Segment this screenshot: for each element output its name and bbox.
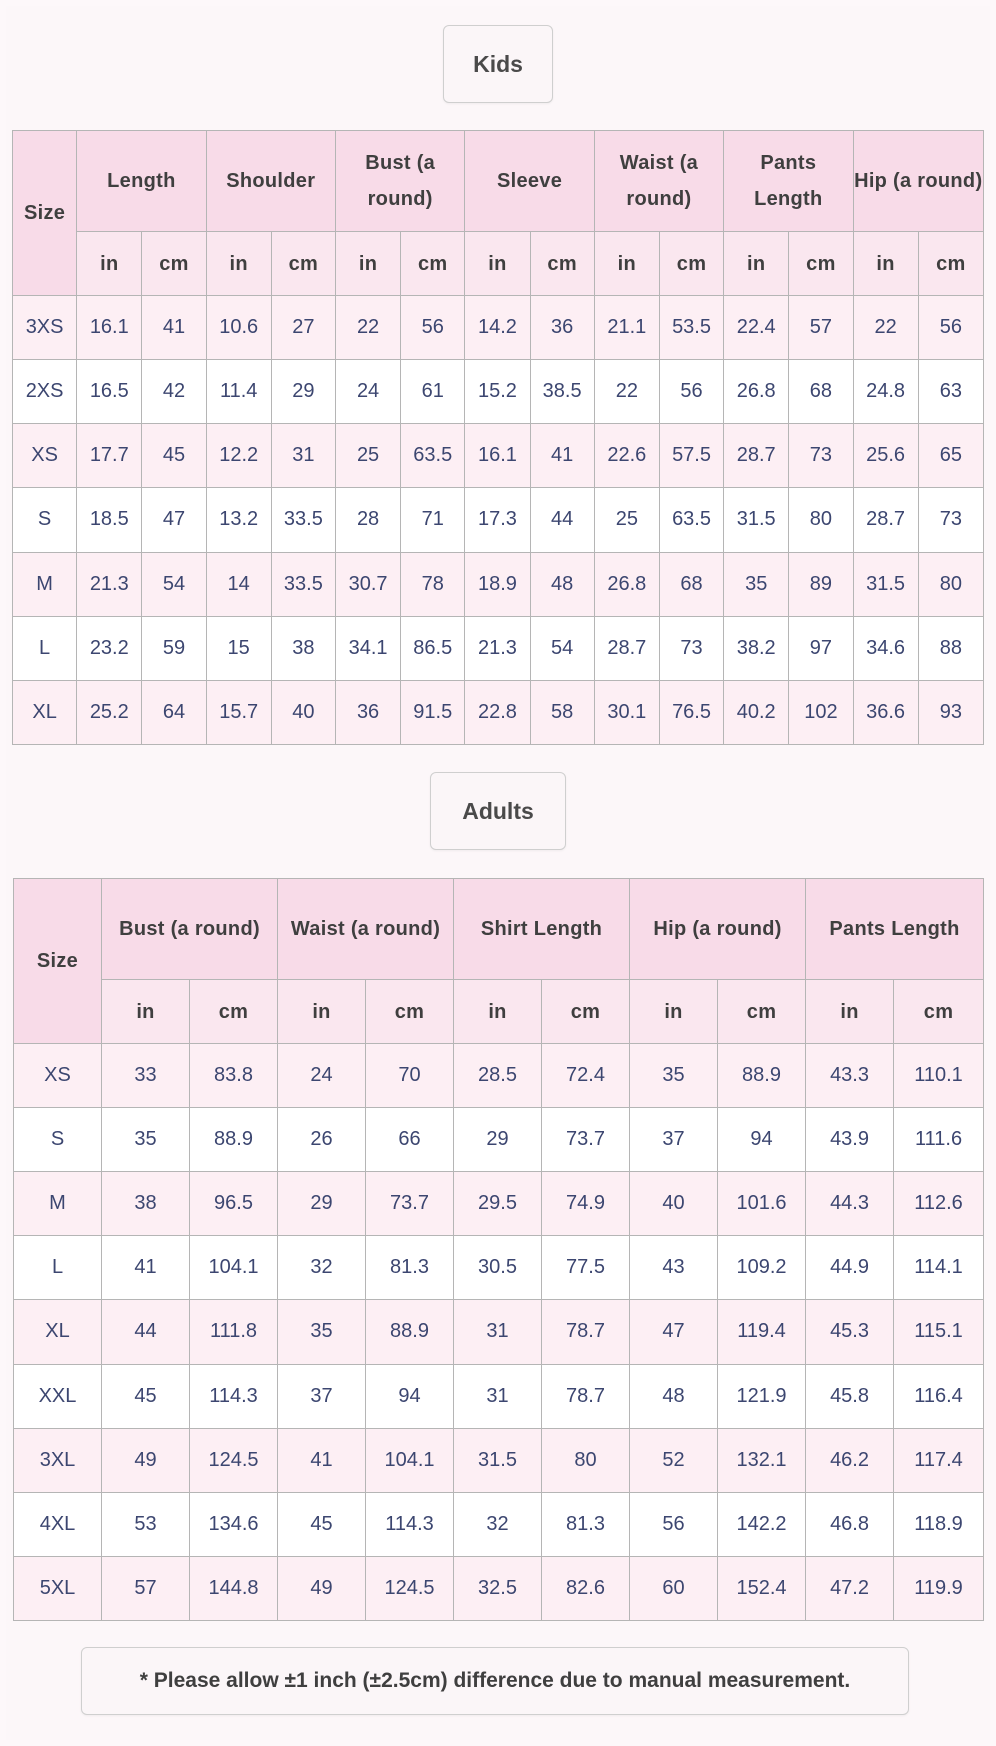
kids-title-text: Kids <box>473 50 523 77</box>
table-row <box>14 1108 984 1172</box>
size-cell: XXL <box>14 1364 102 1428</box>
measurement-cell: 78.7 <box>542 1300 630 1364</box>
size-cell: XL <box>13 680 77 744</box>
table-row <box>14 1300 984 1364</box>
measurement-cell: 68 <box>659 552 723 616</box>
measurement-cell: 111.8 <box>190 1300 278 1364</box>
measurement-cell: 36 <box>530 296 594 360</box>
unit-header: in <box>806 980 894 1044</box>
adults-title <box>430 772 566 850</box>
measurement-cell: 124.5 <box>366 1556 454 1620</box>
measurement-cell: 119.4 <box>718 1300 806 1364</box>
measurement-cell: 71 <box>401 488 465 552</box>
measurement-cell: 40 <box>271 680 335 744</box>
measurement-cell: 25 <box>335 424 400 488</box>
unit-header: cm <box>401 232 465 296</box>
unit-header: in <box>853 232 918 296</box>
measurement-cell: 18.5 <box>77 488 142 552</box>
size-cell: L <box>13 616 77 680</box>
unit-header: cm <box>542 980 630 1044</box>
measurement-cell: 43 <box>630 1236 718 1300</box>
measurement-cell: 57.5 <box>659 424 723 488</box>
measurement-cell: 28.7 <box>724 424 789 488</box>
measurement-cell: 29.5 <box>454 1172 542 1236</box>
unit-header: cm <box>190 980 278 1044</box>
measurement-cell: 116.4 <box>894 1364 984 1428</box>
measurement-cell: 32 <box>278 1236 366 1300</box>
measurement-cell: 22.6 <box>594 424 659 488</box>
measurement-cell: 73.7 <box>366 1172 454 1236</box>
column-header: Length <box>77 131 206 232</box>
measurement-cell: 152.4 <box>718 1556 806 1620</box>
column-header: Waist (a round) <box>594 131 723 232</box>
measurement-cell: 45.8 <box>806 1364 894 1428</box>
table-row <box>14 1044 984 1108</box>
size-cell: 3XS <box>13 296 77 360</box>
measurement-cell: 31 <box>271 424 335 488</box>
size-cell: 2XS <box>13 360 77 424</box>
size-cell: 5XL <box>14 1556 102 1620</box>
measurement-cell: 60 <box>630 1556 718 1620</box>
measurement-cell: 83.8 <box>190 1044 278 1108</box>
size-cell: M <box>13 552 77 616</box>
measurement-cell: 21.3 <box>77 552 142 616</box>
measurement-cell: 89 <box>789 552 853 616</box>
measurement-cell: 78 <box>401 552 465 616</box>
measurement-cell: 15.2 <box>465 360 530 424</box>
measurement-cell: 17.3 <box>465 488 530 552</box>
unit-header: in <box>102 980 190 1044</box>
unit-header: cm <box>789 232 853 296</box>
table-row <box>14 1428 984 1492</box>
measurement-cell: 25.6 <box>853 424 918 488</box>
measurement-cell: 91.5 <box>401 680 465 744</box>
measurement-cell: 28 <box>335 488 400 552</box>
measurement-cell: 57 <box>789 296 853 360</box>
measurement-cell: 88 <box>918 616 983 680</box>
measurement-cell: 30.1 <box>594 680 659 744</box>
measurement-cell: 38 <box>102 1172 190 1236</box>
table-row <box>13 552 984 616</box>
measurement-cell: 88.9 <box>718 1044 806 1108</box>
measurement-cell: 33.5 <box>271 552 335 616</box>
measurement-cell: 29 <box>454 1108 542 1172</box>
table-row <box>13 360 984 424</box>
measurement-cell: 44.3 <box>806 1172 894 1236</box>
measurement-cell: 44 <box>530 488 594 552</box>
table-row <box>14 1492 984 1556</box>
measurement-cell: 31.5 <box>724 488 789 552</box>
measurement-cell: 14 <box>206 552 271 616</box>
measurement-cell: 23.2 <box>77 616 142 680</box>
column-header: Shirt Length <box>454 879 630 980</box>
measurement-cell: 41 <box>142 296 206 360</box>
unit-header: cm <box>918 232 983 296</box>
measurement-cell: 28.7 <box>853 488 918 552</box>
column-header: Pants Length <box>806 879 984 980</box>
measurement-cell: 56 <box>659 360 723 424</box>
measurement-cell: 88.9 <box>366 1300 454 1364</box>
measurement-cell: 34.6 <box>853 616 918 680</box>
unit-header: cm <box>530 232 594 296</box>
measurement-cell: 124.5 <box>190 1428 278 1492</box>
measurement-cell: 31 <box>454 1364 542 1428</box>
measurement-cell: 94 <box>718 1108 806 1172</box>
measurement-cell: 18.9 <box>465 552 530 616</box>
measurement-cell: 94 <box>366 1364 454 1428</box>
measurement-cell: 10.6 <box>206 296 271 360</box>
measurement-cell: 31.5 <box>853 552 918 616</box>
measurement-cell: 54 <box>142 552 206 616</box>
unit-header: in <box>454 980 542 1044</box>
measurement-cell: 73.7 <box>542 1108 630 1172</box>
measurement-cell: 13.2 <box>206 488 271 552</box>
measurement-cell: 81.3 <box>366 1236 454 1300</box>
measurement-cell: 37 <box>278 1364 366 1428</box>
measurement-cell: 121.9 <box>718 1364 806 1428</box>
unit-header: in <box>594 232 659 296</box>
measurement-cell: 53.5 <box>659 296 723 360</box>
measurement-cell: 25.2 <box>77 680 142 744</box>
size-cell: L <box>14 1236 102 1300</box>
measurement-cell: 49 <box>102 1428 190 1492</box>
measurement-cell: 86.5 <box>401 616 465 680</box>
table-row <box>14 1364 984 1428</box>
column-header: Bust (a round) <box>335 131 464 232</box>
measurement-cell: 104.1 <box>190 1236 278 1300</box>
table-row <box>14 1172 984 1236</box>
measurement-cell: 29 <box>278 1172 366 1236</box>
measurement-cell: 63.5 <box>659 488 723 552</box>
measurement-cell: 118.9 <box>894 1492 984 1556</box>
measurement-cell: 35 <box>278 1300 366 1364</box>
measurement-cell: 16.1 <box>77 296 142 360</box>
size-cell: M <box>14 1172 102 1236</box>
measurement-cell: 31.5 <box>454 1428 542 1492</box>
table-row <box>13 616 984 680</box>
measurement-cell: 111.6 <box>894 1108 984 1172</box>
measurement-cell: 35 <box>630 1044 718 1108</box>
size-cell: 4XL <box>14 1492 102 1556</box>
column-header: Bust (a round) <box>102 879 278 980</box>
kids-size-table <box>12 130 984 745</box>
measurement-cell: 93 <box>918 680 983 744</box>
measurement-cell: 16.1 <box>465 424 530 488</box>
measurement-cell: 30.7 <box>335 552 400 616</box>
measurement-cell: 54 <box>530 616 594 680</box>
measurement-cell: 64 <box>142 680 206 744</box>
size-cell: XS <box>13 424 77 488</box>
size-header: Size <box>14 879 102 1044</box>
column-header: Waist (a round) <box>278 879 454 980</box>
measurement-cell: 56 <box>630 1492 718 1556</box>
size-cell: XL <box>14 1300 102 1364</box>
measurement-cell: 35 <box>724 552 789 616</box>
measurement-cell: 114.1 <box>894 1236 984 1300</box>
measurement-cell: 119.9 <box>894 1556 984 1620</box>
measurement-cell: 57 <box>102 1556 190 1620</box>
measurement-cell: 24 <box>335 360 400 424</box>
measurement-cell: 45 <box>142 424 206 488</box>
measurement-cell: 47.2 <box>806 1556 894 1620</box>
unit-header: in <box>630 980 718 1044</box>
measurement-cell: 81.3 <box>542 1492 630 1556</box>
table-row <box>13 680 984 744</box>
measurement-cell: 43.9 <box>806 1108 894 1172</box>
measurement-cell: 29 <box>271 360 335 424</box>
column-header: Hip (a round) <box>853 131 984 232</box>
table-row <box>13 488 984 552</box>
measurement-cell: 22 <box>853 296 918 360</box>
measurement-cell: 45 <box>278 1492 366 1556</box>
measurement-cell: 114.3 <box>366 1492 454 1556</box>
unit-header: cm <box>718 980 806 1044</box>
measurement-cell: 97 <box>789 616 853 680</box>
measurement-cell: 26 <box>278 1108 366 1172</box>
measurement-cell: 42 <box>142 360 206 424</box>
measurement-cell: 33 <box>102 1044 190 1108</box>
measurement-cell: 77.5 <box>542 1236 630 1300</box>
measurement-cell: 61 <box>401 360 465 424</box>
measurement-cell: 47 <box>630 1300 718 1364</box>
measurement-cell: 68 <box>789 360 853 424</box>
measurement-cell: 38 <box>271 616 335 680</box>
column-header: Sleeve <box>465 131 594 232</box>
unit-header: cm <box>142 232 206 296</box>
measurement-cell: 102 <box>789 680 853 744</box>
measurement-cell: 53 <box>102 1492 190 1556</box>
measurement-cell: 114.3 <box>190 1364 278 1428</box>
measurement-cell: 65 <box>918 424 983 488</box>
column-header: Pants Length <box>724 131 853 232</box>
measurement-cell: 45 <box>102 1364 190 1428</box>
size-cell: S <box>13 488 77 552</box>
measurement-cell: 34.1 <box>335 616 400 680</box>
measurement-cell: 73 <box>659 616 723 680</box>
measurement-cell: 70 <box>366 1044 454 1108</box>
measurement-cell: 40 <box>630 1172 718 1236</box>
measurement-cell: 72.4 <box>542 1044 630 1108</box>
measurement-cell: 44 <box>102 1300 190 1364</box>
unit-header: cm <box>366 980 454 1044</box>
measurement-cell: 56 <box>918 296 983 360</box>
measurement-note-text: * Please allow ±1 inch (±2.5cm) difference due to manual measurement. <box>139 1669 851 1692</box>
measurement-cell: 14.2 <box>465 296 530 360</box>
size-cell: XS <box>14 1044 102 1108</box>
measurement-cell: 73 <box>918 488 983 552</box>
measurement-cell: 32 <box>454 1492 542 1556</box>
measurement-cell: 24 <box>278 1044 366 1108</box>
unit-header: in <box>724 232 789 296</box>
measurement-cell: 88.9 <box>190 1108 278 1172</box>
measurement-cell: 73 <box>789 424 853 488</box>
kids-title <box>443 25 553 103</box>
measurement-cell: 26.8 <box>724 360 789 424</box>
measurement-cell: 43.3 <box>806 1044 894 1108</box>
measurement-cell: 47 <box>142 488 206 552</box>
measurement-cell: 38.5 <box>530 360 594 424</box>
measurement-cell: 21.3 <box>465 616 530 680</box>
measurement-cell: 21.1 <box>594 296 659 360</box>
measurement-cell: 104.1 <box>366 1428 454 1492</box>
measurement-cell: 112.6 <box>894 1172 984 1236</box>
measurement-cell: 32.5 <box>454 1556 542 1620</box>
measurement-cell: 16.5 <box>77 360 142 424</box>
adults-size-table <box>13 878 984 1621</box>
unit-header: in <box>206 232 271 296</box>
unit-header: in <box>77 232 142 296</box>
measurement-cell: 48 <box>530 552 594 616</box>
measurement-cell: 134.6 <box>190 1492 278 1556</box>
measurement-cell: 17.7 <box>77 424 142 488</box>
measurement-cell: 22 <box>594 360 659 424</box>
measurement-cell: 66 <box>366 1108 454 1172</box>
measurement-cell: 110.1 <box>894 1044 984 1108</box>
measurement-cell: 49 <box>278 1556 366 1620</box>
measurement-cell: 25 <box>594 488 659 552</box>
measurement-cell: 37 <box>630 1108 718 1172</box>
measurement-cell: 117.4 <box>894 1428 984 1492</box>
measurement-cell: 28.7 <box>594 616 659 680</box>
measurement-cell: 109.2 <box>718 1236 806 1300</box>
measurement-cell: 41 <box>278 1428 366 1492</box>
measurement-cell: 78.7 <box>542 1364 630 1428</box>
measurement-cell: 52 <box>630 1428 718 1492</box>
measurement-cell: 58 <box>530 680 594 744</box>
measurement-cell: 82.6 <box>542 1556 630 1620</box>
measurement-cell: 144.8 <box>190 1556 278 1620</box>
measurement-cell: 36 <box>335 680 400 744</box>
measurement-note <box>81 1647 909 1715</box>
unit-header: in <box>465 232 530 296</box>
measurement-cell: 44.9 <box>806 1236 894 1300</box>
measurement-cell: 59 <box>142 616 206 680</box>
table-row <box>14 1236 984 1300</box>
measurement-cell: 46.8 <box>806 1492 894 1556</box>
measurement-cell: 41 <box>102 1236 190 1300</box>
table-row <box>13 296 984 360</box>
measurement-cell: 56 <box>401 296 465 360</box>
measurement-cell: 22 <box>335 296 400 360</box>
measurement-cell: 46.2 <box>806 1428 894 1492</box>
measurement-cell: 45.3 <box>806 1300 894 1364</box>
measurement-cell: 22.4 <box>724 296 789 360</box>
measurement-cell: 63 <box>918 360 983 424</box>
measurement-cell: 76.5 <box>659 680 723 744</box>
measurement-cell: 24.8 <box>853 360 918 424</box>
measurement-cell: 22.8 <box>465 680 530 744</box>
size-cell: 3XL <box>14 1428 102 1492</box>
measurement-cell: 41 <box>530 424 594 488</box>
measurement-cell: 11.4 <box>206 360 271 424</box>
measurement-cell: 142.2 <box>718 1492 806 1556</box>
measurement-cell: 38.2 <box>724 616 789 680</box>
measurement-cell: 80 <box>918 552 983 616</box>
measurement-cell: 48 <box>630 1364 718 1428</box>
column-header: Hip (a round) <box>630 879 806 980</box>
measurement-cell: 63.5 <box>401 424 465 488</box>
measurement-cell: 115.1 <box>894 1300 984 1364</box>
unit-header: in <box>335 232 400 296</box>
unit-header: cm <box>271 232 335 296</box>
measurement-cell: 80 <box>542 1428 630 1492</box>
measurement-cell: 26.8 <box>594 552 659 616</box>
measurement-cell: 40.2 <box>724 680 789 744</box>
measurement-cell: 31 <box>454 1300 542 1364</box>
measurement-cell: 35 <box>102 1108 190 1172</box>
measurement-cell: 28.5 <box>454 1044 542 1108</box>
measurement-cell: 36.6 <box>853 680 918 744</box>
measurement-cell: 101.6 <box>718 1172 806 1236</box>
table-row <box>13 424 984 488</box>
measurement-cell: 30.5 <box>454 1236 542 1300</box>
size-cell: S <box>14 1108 102 1172</box>
size-header: Size <box>13 131 77 296</box>
table-row <box>14 1556 984 1620</box>
unit-header: cm <box>894 980 984 1044</box>
column-header: Shoulder <box>206 131 335 232</box>
unit-header: cm <box>659 232 723 296</box>
measurement-cell: 12.2 <box>206 424 271 488</box>
measurement-cell: 74.9 <box>542 1172 630 1236</box>
measurement-cell: 15.7 <box>206 680 271 744</box>
measurement-cell: 15 <box>206 616 271 680</box>
measurement-cell: 27 <box>271 296 335 360</box>
measurement-cell: 132.1 <box>718 1428 806 1492</box>
measurement-cell: 80 <box>789 488 853 552</box>
adults-title-text: Adults <box>462 797 534 824</box>
measurement-cell: 33.5 <box>271 488 335 552</box>
measurement-cell: 96.5 <box>190 1172 278 1236</box>
unit-header: in <box>278 980 366 1044</box>
